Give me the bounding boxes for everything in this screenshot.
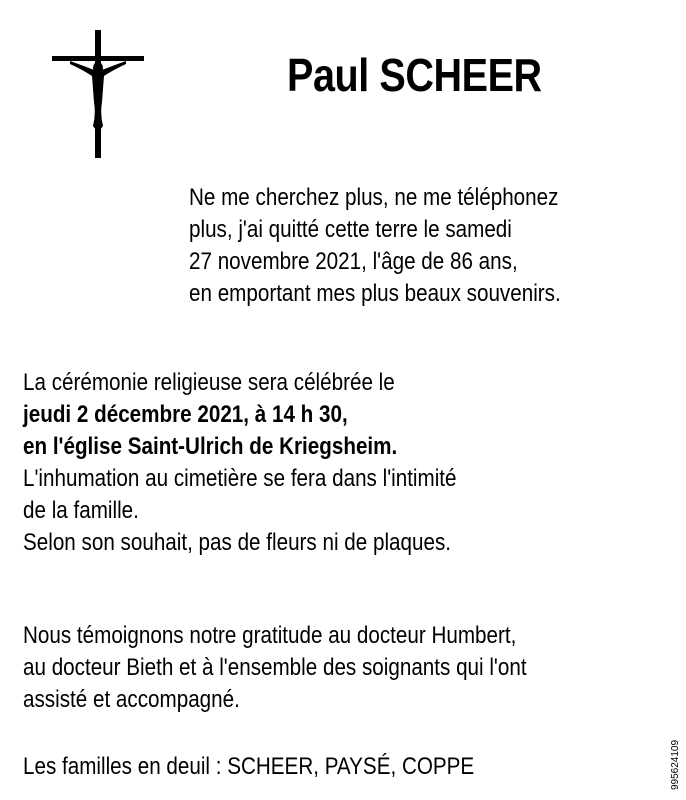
thanks-line: assisté et accompagné. [23,686,240,713]
families-signature [23,751,474,783]
thanks-line: au docteur Bieth et à l'ensemble des soignants qui l'ont [23,654,527,681]
quote-line: Ne me cherchez plus, ne me téléphonez [189,184,559,211]
ceremony-date: jeudi 2 décembre 2021, à 14 h 30, [23,401,348,428]
ceremony-line: Selon son souhait, pas de fleurs ni de plaques. [23,529,451,556]
ceremony-line: L'inhumation au cimetière se fera dans l'intimité [23,465,457,492]
deceased-name: Paul SCHEER [287,49,542,101]
families-line: Les familles en deuil : SCHEER, PAYSÉ, COPPE [23,753,475,780]
thanks-line: Nous témoignons notre gratitude au docteur Humbert, [23,622,517,649]
quote-line: 27 novembre 2021, l'âge de 86 ans, [189,248,518,275]
quote-line: en emportant mes plus beaux souvenirs. [189,280,561,307]
ceremony-line: de la famille. [23,497,139,524]
ceremony-place: en l'église Saint-Ulrich de Kriegsheim. [23,433,398,460]
reference-code: 995624109 [670,739,681,790]
thanks-paragraph [23,620,527,716]
ceremony-line: La cérémonie religieuse sera célébrée le [23,369,395,396]
crucifix-icon [50,30,146,160]
ceremony-paragraph [23,367,457,559]
quote-line: plus, j'ai quitté cette terre le samedi [189,216,512,243]
quote-paragraph [189,182,561,310]
